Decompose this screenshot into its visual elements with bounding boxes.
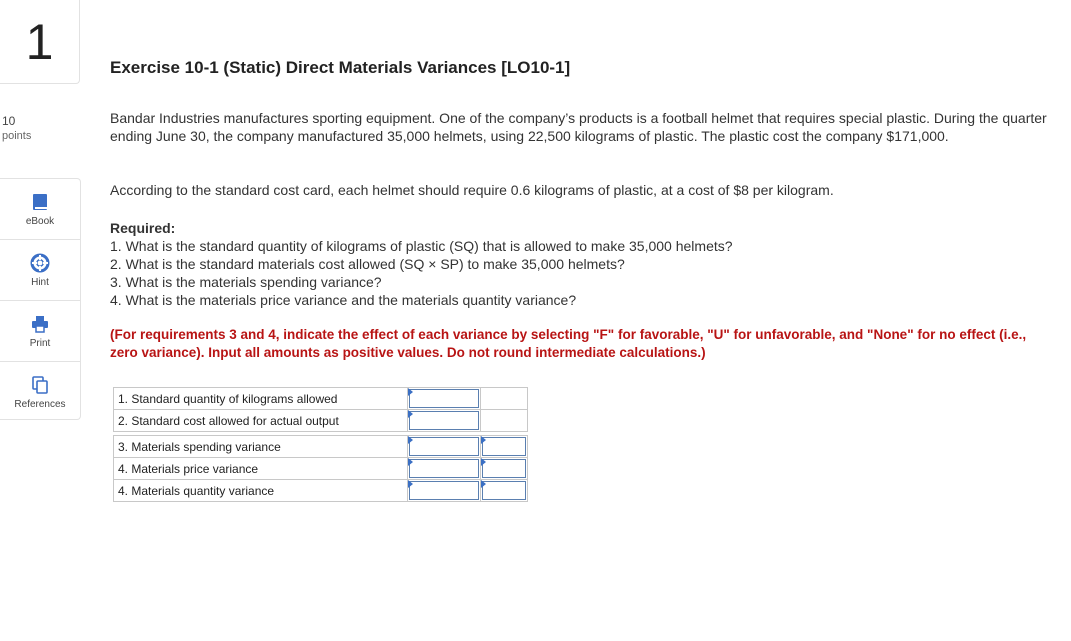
empty-cell (481, 388, 528, 410)
flag-icon (408, 388, 413, 396)
amount-input-box (409, 481, 479, 500)
ebook-button[interactable] (0, 179, 80, 240)
price-variance-input[interactable] (410, 460, 478, 477)
flag-icon (408, 436, 413, 444)
book-icon (30, 192, 50, 212)
requirement-item: 4. What is the materials price variance and the materials quantity variance? (110, 292, 577, 308)
references-button[interactable] (0, 362, 80, 422)
effect-cell (481, 458, 528, 480)
row-label: 1. Standard quantity of kilograms allowed (114, 388, 408, 410)
exercise-paragraph-1: Bandar Industries manufactures sporting equipment. One of the company’s products is a football helmet that requires special plastic. During the quarter ending June 30, the company manufactured 35,000 helmets, using 22,500 kilograms of plastic. The plastic cost the company $171,000. (110, 110, 1047, 144)
price-effect-select[interactable] (482, 459, 526, 478)
instructions-note: (For requirements 3 and 4, indicate the effect of each variance by selecting "F" for favorable, "U" for unfavorable, and "None" for no effect (i.e., zero variance). Input all amounts as positive values. Do not round intermediate calculations.) (110, 327, 1027, 360)
flag-icon (408, 410, 413, 418)
quantity-variance-input[interactable] (410, 482, 478, 499)
references-label: References (14, 398, 66, 410)
empty-cell (481, 410, 528, 432)
exercise-paragraph-2: According to the standard cost card, each helmet should require 0.6 kilograms of plastic, at a cost of $8 per kilogram. (110, 182, 834, 198)
hint-button[interactable] (0, 240, 80, 301)
points-label: points (2, 130, 32, 142)
points-value: 10 (2, 114, 16, 128)
row-label: 2. Standard cost allowed for actual output (114, 410, 408, 432)
table-row (114, 436, 528, 458)
spending-variance-input[interactable] (410, 438, 478, 455)
ebook-label: eBook (25, 215, 55, 227)
effect-cell (481, 480, 528, 502)
table-row (114, 388, 528, 410)
amount-cell (408, 436, 481, 458)
flag-icon (481, 436, 486, 444)
table-row (114, 458, 528, 480)
requirement-item: 3. What is the materials spending variance? (110, 274, 382, 290)
answer-table (113, 387, 528, 502)
lifebuoy-icon (30, 253, 50, 273)
table-row (114, 410, 528, 432)
row-label: 4. Materials quantity variance (114, 480, 408, 502)
flag-icon (481, 458, 486, 466)
amount-cell (408, 410, 481, 432)
amount-cell (408, 388, 481, 410)
effect-cell (481, 436, 528, 458)
amount-input-box (409, 459, 479, 478)
print-label: Print (29, 337, 51, 349)
tools-panel (0, 178, 81, 420)
flag-icon (408, 480, 413, 488)
printer-icon (30, 314, 50, 334)
amount-cell (408, 458, 481, 480)
row-label: 4. Materials price variance (114, 458, 408, 480)
print-button[interactable] (0, 301, 80, 362)
table-row (114, 480, 528, 502)
amount-cell (408, 480, 481, 502)
exercise-title: Exercise 10-1 (Static) Direct Materials Variances [LO10-1] (110, 58, 571, 77)
amount-input-box (409, 437, 479, 456)
flag-icon (408, 458, 413, 466)
amount-input-box (409, 389, 479, 408)
hint-label: Hint (31, 276, 49, 288)
standard-quantity-input[interactable] (410, 390, 478, 407)
spending-effect-select[interactable] (482, 437, 526, 456)
requirements-block (110, 219, 1055, 309)
amount-input-box (409, 411, 479, 430)
standard-cost-input[interactable] (410, 412, 478, 429)
question-number: 1 (0, 0, 80, 84)
requirement-item: 2. What is the standard materials cost allowed (SQ × SP) to make 35,000 helmets? (110, 256, 625, 272)
copy-icon (30, 375, 50, 395)
flag-icon (481, 480, 486, 488)
row-label: 3. Materials spending variance (114, 436, 408, 458)
quantity-effect-select[interactable] (482, 481, 526, 500)
required-heading: Required: (110, 220, 176, 236)
requirement-item: 1. What is the standard quantity of kilograms of plastic (SQ) that is allowed to make 35,000 helmets? (110, 238, 733, 254)
